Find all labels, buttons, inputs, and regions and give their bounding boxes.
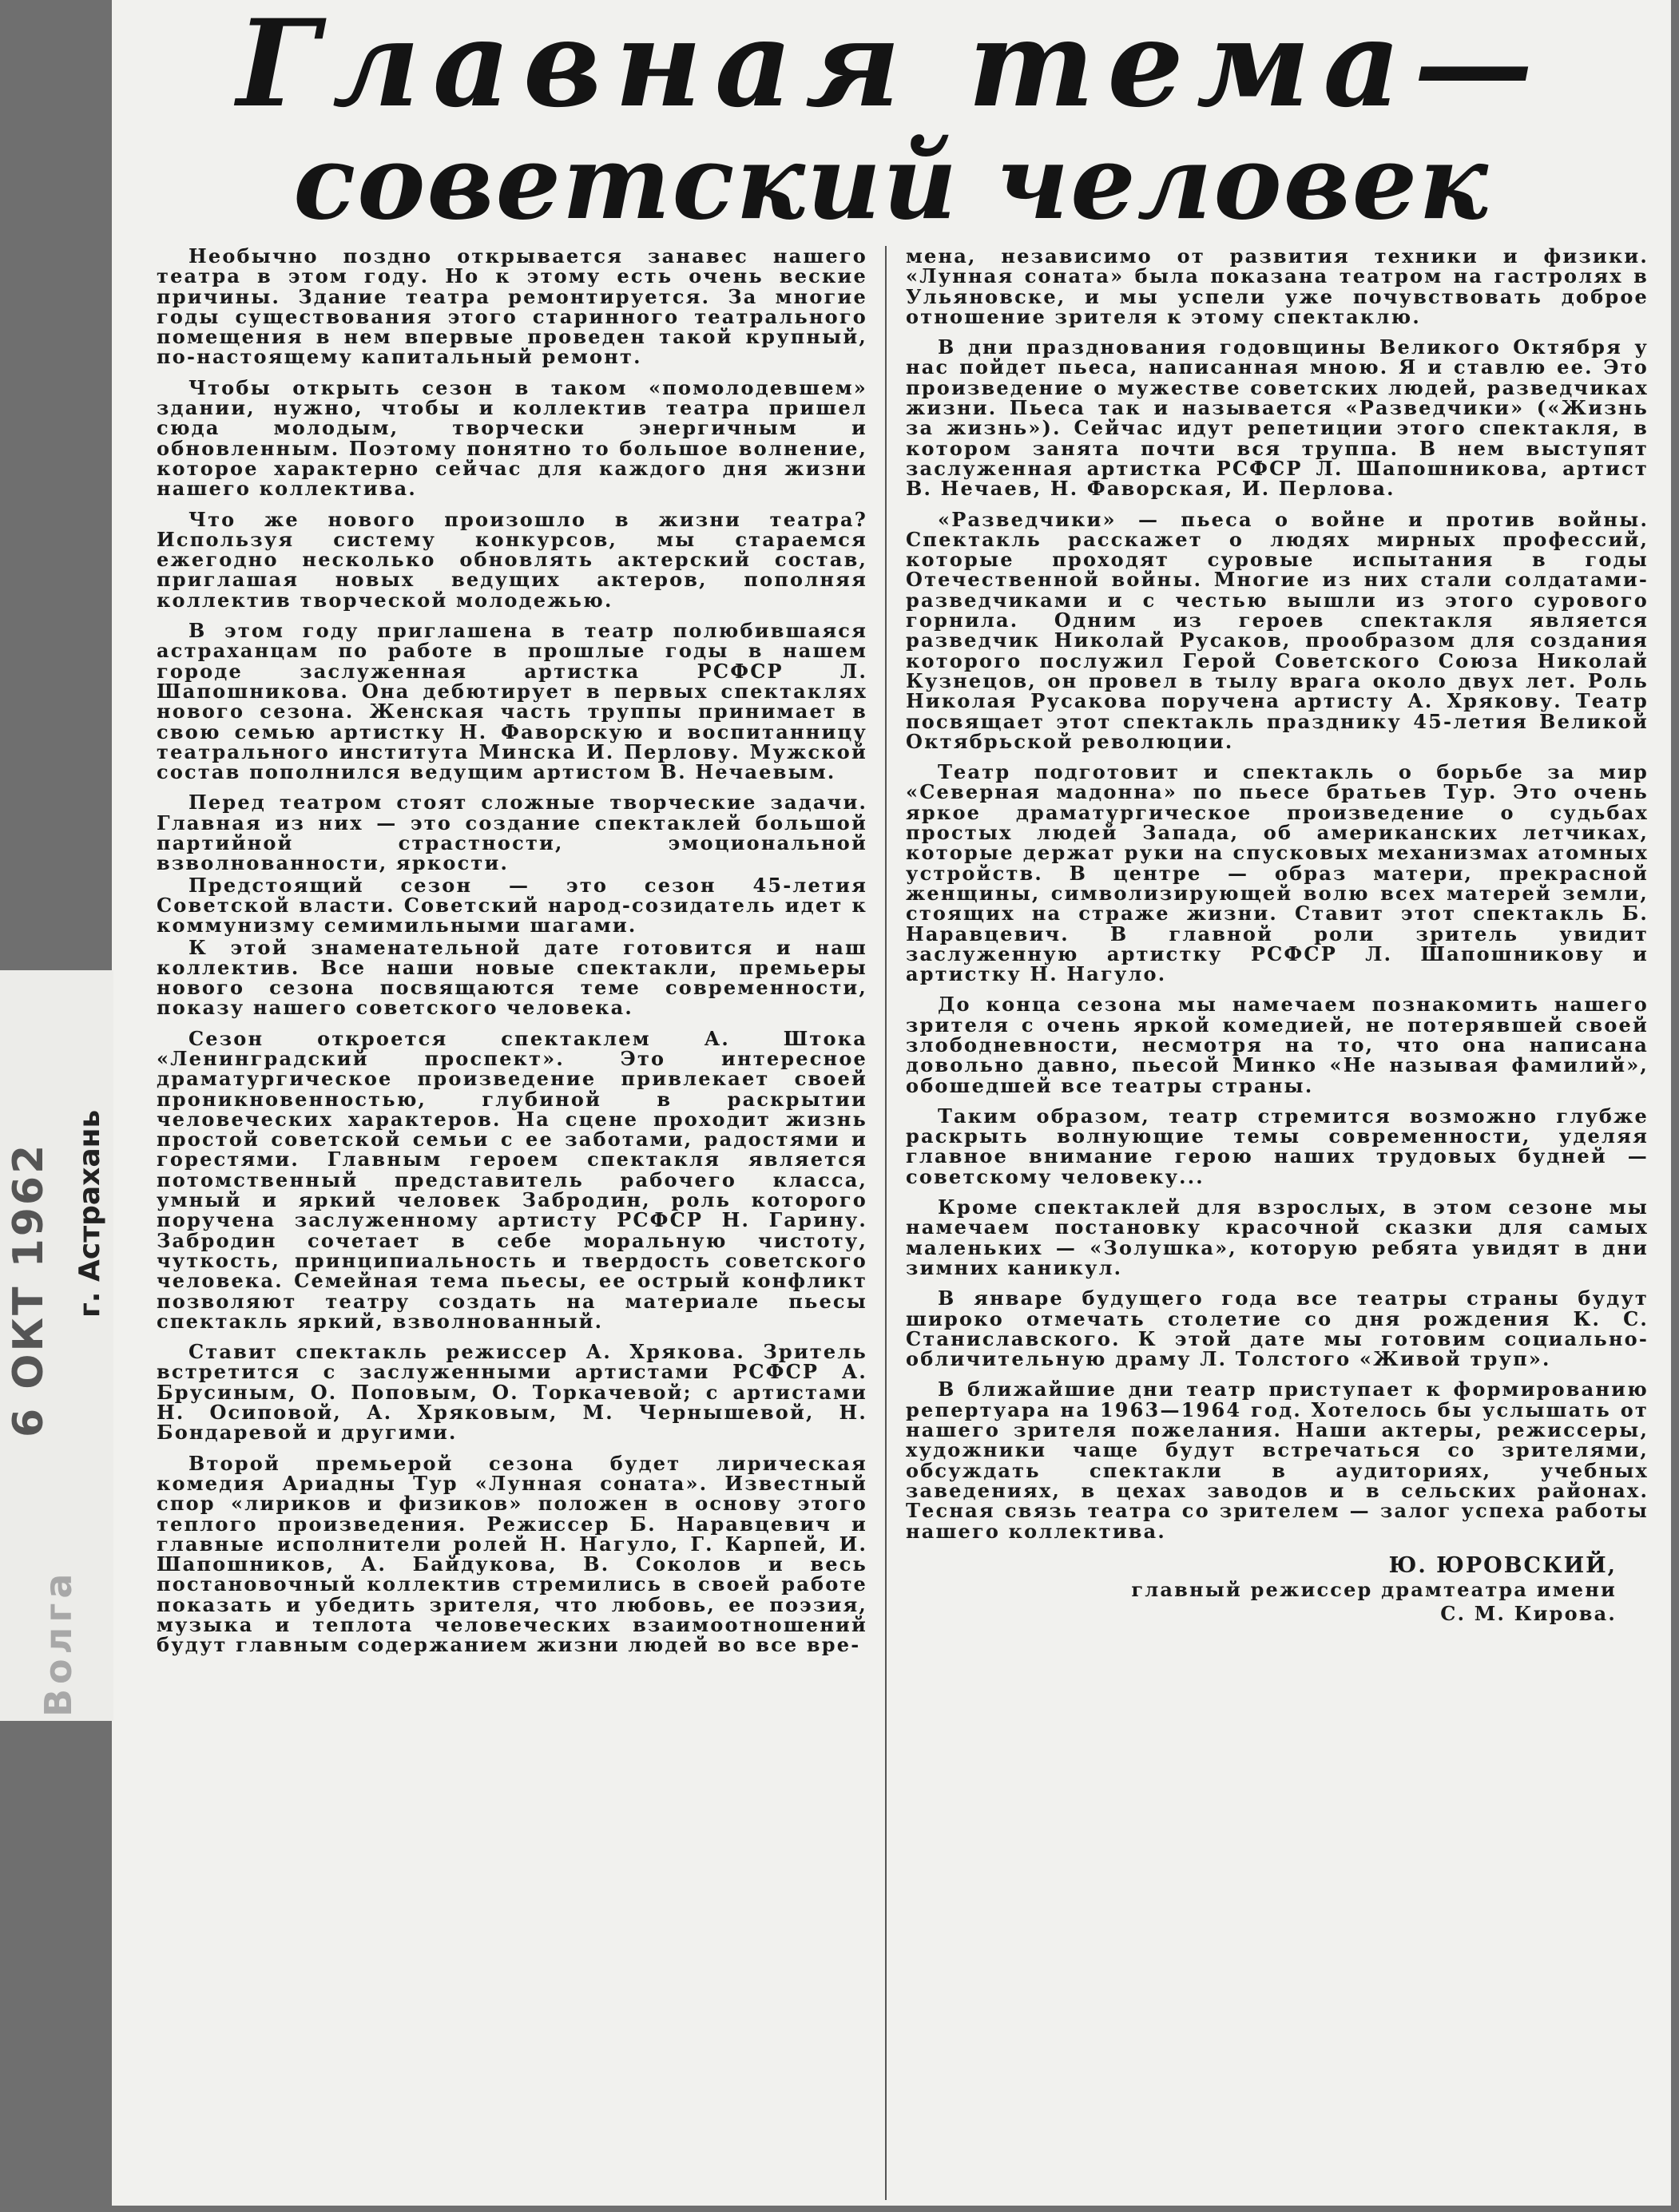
paragraph: Ставит спектакль режиссер А. Хрякова. Зритель встретится с заслуженными артистами РСФСР А. Брусиным, О. Поповым, О. Торкачевой; с артистами Н. Осиповой, А. Хряковым, М. Чернышевой, Н. Бондаревой и другими.: [157, 1340, 867, 1445]
paragraph: К этой знаменательной дате готовится и наш коллектив. Все наши новые спектакли, премьеры нового сезона посвящаются теме современности, показу нашего советского человека.: [157, 935, 867, 1020]
author-theatre: С. М. Кирова.: [1440, 1601, 1617, 1625]
stamp-date: 6 ОКТ 1962: [5, 1142, 53, 1437]
paragraph: Театр подготовит и спектакль о борьбе за мир «Северная мадонна» по пьесе братьев Тур. Это очень яркое драматургическое произведение о судьбах простых людей Запада, об американских летчиках, которые держат руки на спусковых механизмах атомных устройств. В центре — образ матери, прекрасной женщины, символизирующей волю всех матерей земли, стоящих на страже жизни. Ставит этот спектакль Б. Наравцевич. В главной роли зритель увидит заслуженную артистку РСФСР Л. Шапошникову и артистку Н. Нагуло.: [906, 760, 1649, 986]
paragraph: Предстоящий сезон — это сезон 45-летия Советской власти. Советский народ-созидатель идет к коммунизму семимильными шагами.: [157, 873, 867, 938]
paragraph: В дни празднования годовщины Великого Октября у нас пойдет пьеса, написанная мною. Я и ставлю ее. Это произведение о мужестве советских людей, разведчиках жизни. Пьеса так и называется «Разведчики» («Жизнь за жизнь»). Сейчас идут репетиции этого спектакля, в котором занята почти вся труппа. В нем выступят заслуженная артистка РСФСР Л. Шапошникова, артист В. Нечаев, Н. Фаворская, И. Перлова.: [906, 335, 1649, 501]
paragraph: В этом году приглашена в театр полюбившаяся астраханцам по работе в прошлые годы в нашем городе заслуженная артистка РСФСР Л. Шапошникова. Она дебютирует в первых спектаклях нового сезона. Женская часть труппы принимает в свою семью артистку Н. Фаворскую и воспитанницу театрального института Минска И. Перлову. Мужской состав пополнился ведущим артистом В. Нечаевым.: [157, 619, 867, 784]
paragraph: В январе будущего года все театры страны будут широко отмечать столетие со дня рождения К. С. Станиславского. К этой дате мы готовим социально-обличительную драму Л. Толстого «Живой труп».: [906, 1286, 1649, 1371]
paragraph: Кроме спектаклей для взрослых, в этом сезоне мы намечаем постановку красочной сказки для самых маленьких — «Золушка», которую ребята увидят в дни зимних каникул.: [906, 1195, 1649, 1279]
paragraph: Перед театром стоят сложные творческие задачи. Главная из них — это создание спектаклей большой партийной страстности, эмоциональной взволнованности, яркости.: [157, 791, 867, 875]
author-signature: [906, 1554, 1617, 1626]
author-position: главный режиссер драмтеатра имени: [1131, 1577, 1617, 1601]
headline-line-1: Главная тема—: [236, 0, 1546, 134]
paragraph: Второй премьерой сезона будет лирическая комедия Ариадны Тур «Лунная соната». Известный спор «лириков и физиков» положен в основу этого теплого произведения. Режиссер Б. Наравцевич и главные исполнители ролей Н. Нагуло, Г. Карпей, И. Шапошников, А. Байдукова, В. Соколов и весь постановочный коллектив стремились в своей работе показать и убедить зрителя, что любовь, ее поэзия, музыка и теплота человеческих взаимоотношений будут главным содержанием жизни людей во все вре-: [157, 1451, 867, 1657]
paragraph: До конца сезона мы намечаем познакомить нашего зрителя с очень яркой комедией, не потерявшей своей злободневности, несмотря на то, что она написана довольно давно, пьесой Минко «Не называя фамилий», обошедшей все театры страны.: [906, 993, 1649, 1097]
paragraph: Что же нового произошло в жизни театра? Используя систему конкурсов, мы стараемся ежегодно несколько обновлять актерский состав, приглашая новых ведущих актеров, пополняя коллектив творческой молодежью.: [157, 507, 867, 612]
paragraph: Чтобы открыть сезон в таком «помолодевшем» здании, нужно, чтобы и коллектив театра пришел сюда молодым, творчески энергичным и обновленным. Поэтому понятно то большое волнение, которое характерно сейчас для каждого дня жизни нашего коллектива.: [157, 375, 867, 501]
headline-line-2: советский человек: [293, 123, 1490, 243]
paragraph: Сезон откроется спектаклем А. Штока «Ленинградский проспект». Это интересное драматургическое произведение привлекает своей проникновенностью, глубиной в раскрытии человеческих характеров. На сцене проходит жизнь простой советской семьи с ее заботами, радостями и горестями. Главным героем спектакля является потомственный представитель рабочего класса, умный и яркий человек Забродин, роль которого поручена заслуженному артисту РСФСР Н. Гарину. Забродин сочетает в себе моральную чистоту, чуткость, принципиальность и твердость советского человека. Семейная тема пьесы, ее острый конфликт позволяют театру создать на материале пьесы спектакль яркий, взволнованный.: [157, 1026, 867, 1333]
stamp-newspaper-name: Волга: [37, 1568, 80, 1717]
author-name: Ю. ЮРОВСКИЙ,: [1388, 1552, 1617, 1578]
stamp-city: г. Астрахань: [73, 1109, 106, 1318]
paragraph: Необычно поздно открывается занавес нашего театра в этом году. Но к этому есть очень веские причины. Здание театра ремонтируется. За многие годы существования этого старинного театрального помещения в нем впервые проведен такой крупный, по-настоящему капитальный ремонт.: [157, 244, 867, 369]
paragraph: Таким образом, театр стремится возможно глубже раскрыть волнующие темы современности, уделяя главное внимание герою наших трудовых будней — советскому человеку...: [906, 1104, 1649, 1188]
paragraph: В ближайшие дни театр приступает к формированию репертуара на 1963—1964 год. Хотелось бы услышать от нашего зрителя пожелания. Наши актеры, режиссеры, художники чаще будут встречаться со зрителями, обсуждать спектакли в аудиториях, учебных заведениях, в цехах заводов и в сельских районах. Тесная связь театра со зрителем — залог успеха работы нашего коллектива.: [906, 1378, 1649, 1543]
article-column-left: [157, 246, 867, 1666]
article-column-right: [906, 246, 1649, 1626]
paragraph: «Разведчики» — пьеса о войне и против войны. Спектакль расскажет о людях мирных профессий, которые проходят суровые испытания в годы Отечественной войны. Многие из них стали солдатами-разведчиками и с честью вышли из этого сурового горнила. Одним из героев спектакля является разведчик Николай Русаков, прообразом для создания которого послужил Герой Советского Союза Николай Кузнецов, он провел в тылу врага около двух лет. Роль Николая Русакова поручена артисту А. Хрякову. Театр посвящает этот спектакль празднику 45-летия Великой Октябрьской революции.: [906, 507, 1649, 753]
paragraph: мена, независимо от развития техники и физики. «Лунная соната» была показана театром на гастролях в Ульяновске, и мы успели уже почувствовать доброе отношение зрителя к этому спектаклю.: [906, 244, 1649, 328]
column-divider: [885, 246, 887, 2200]
